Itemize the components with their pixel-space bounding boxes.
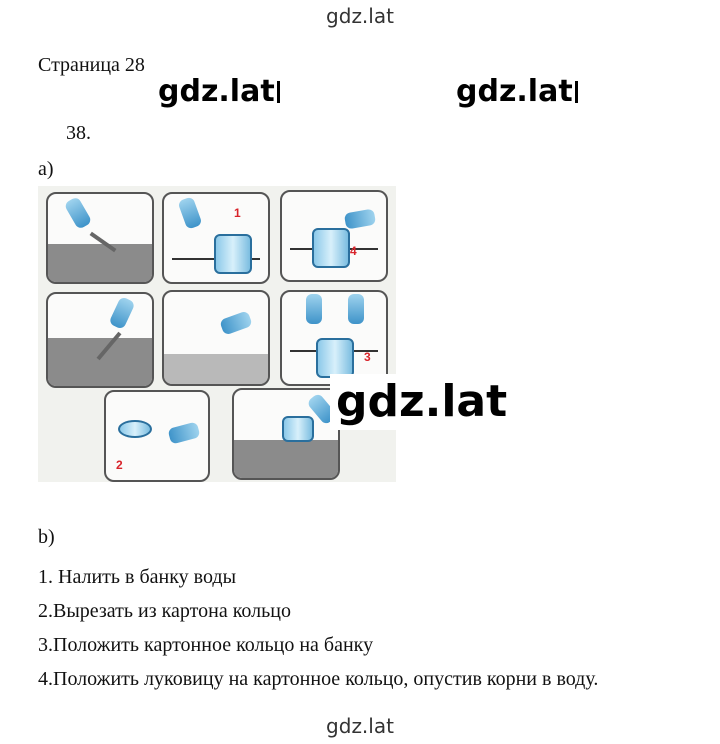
panel-ring-on-jar: [280, 290, 388, 386]
step-item: 4.Положить луковицу на картонное кольцо, опустив корни в воду.: [38, 668, 599, 690]
sleeve-icon: [348, 294, 364, 324]
watermark-center: gdz.lat: [330, 374, 513, 430]
soil: [48, 244, 152, 282]
jar-icon: [312, 228, 350, 268]
step-item: 3.Положить картонное кольцо на банку: [38, 634, 374, 656]
jar-icon: [316, 338, 354, 378]
part-b-label: b): [38, 526, 55, 548]
panel-sowing: [162, 290, 270, 386]
task-number: 38.: [66, 122, 91, 144]
ring-icon: [118, 420, 152, 438]
watering-can-icon: [282, 416, 314, 442]
sleeve-icon: [108, 296, 135, 330]
watermark-left: gdz.lat: [154, 72, 284, 112]
part-a-label: а): [38, 158, 54, 180]
steps-list: [38, 560, 598, 696]
step-item: 1. Налить в банку воды: [38, 566, 237, 588]
sleeve-icon: [219, 310, 253, 335]
soil: [48, 338, 152, 386]
panel-watering: [232, 388, 340, 480]
sleeve-icon: [64, 196, 93, 230]
panel-digging-hole: [46, 292, 154, 388]
step-number-4: 4: [350, 244, 357, 258]
soil: [164, 354, 268, 384]
step-number-1: 1: [234, 206, 241, 220]
sleeve-icon: [306, 294, 322, 324]
planting-illustration: [38, 186, 396, 482]
sleeve-icon: [167, 421, 200, 444]
jar-icon: [214, 234, 252, 274]
panel-digging-soil: [46, 192, 154, 284]
panel-pouring-water: [162, 192, 270, 284]
sleeve-icon: [177, 196, 202, 230]
watermark-top: gdz.lat: [326, 4, 394, 28]
step-number-2: 2: [116, 458, 123, 472]
sleeve-icon: [344, 209, 376, 230]
panel-placing-bulb: [280, 190, 388, 282]
step-item: 2.Вырезать из картона кольцо: [38, 600, 291, 622]
watermark-bottom: gdz.lat: [326, 714, 394, 738]
page-label: Страница 28: [38, 54, 145, 76]
panel-cutting-ring: [104, 390, 210, 482]
watermark-right: gdz.lat: [452, 72, 582, 112]
step-number-3: 3: [364, 350, 371, 364]
soil: [234, 440, 338, 478]
